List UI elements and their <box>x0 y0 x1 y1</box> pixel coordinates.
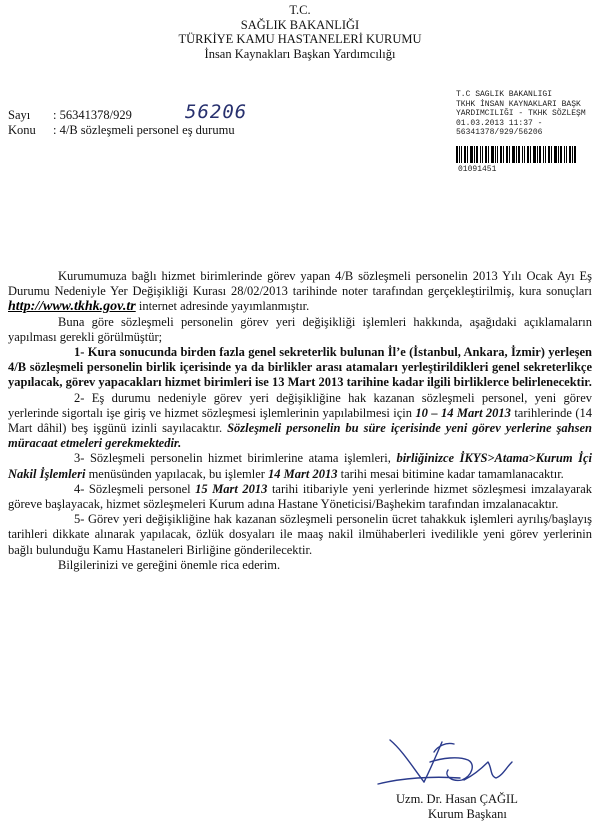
stamp-line: 01.03.2013 11:37 - <box>456 118 543 128</box>
item-3-menu-path: birliğinizce İKYS>Atama>Kurum İçi Nakil İşlemleri <box>8 451 592 481</box>
sayi-label: Sayı <box>8 108 31 122</box>
item-3-text: 3- Sözleşmeli personelin hizmet birimlerine atama işlemleri, <box>74 451 397 466</box>
closing-line: Bilgilerinizi ve gereğini önemle rica ederim. <box>58 557 281 572</box>
letterhead-institution: TÜRKİYE KAMU HASTANELERİ KURUMU <box>178 32 422 46</box>
letterhead <box>0 3 600 61</box>
paragraph-explanation: Buna göre sözleşmeli personelin görev yeri değişikliği işlemleri hakkında, aşağıdaki açıklamaların yapılması gerekli görülmüştür; <box>8 314 592 344</box>
paragraph-intro <box>8 269 592 315</box>
item-4 <box>8 482 592 512</box>
item-4-text-2: tarihi itibariyle yeni yerlerinde hizmet sözleşmesi imzalayarak göreve başlayacak, hizmet sözleşmeleri Kurum adına Hastane Yöneticisi/Başhekim tarafından imzalanacaktır. <box>8 481 592 512</box>
item-3-text-2: menüsünden yapılacak, bu işlemler <box>85 466 269 481</box>
item-3-text-3: tarihi mesai bitimine kadar tamamlanacaktır. <box>337 466 564 481</box>
item-4-date: 15 Mart 2013 <box>195 481 268 496</box>
item-2-dates: 10 – 14 Mart 2013 <box>415 405 511 420</box>
item-4-text: 4- Sözleşmeli personel <box>74 481 196 496</box>
signature-image <box>372 732 522 790</box>
letter-body <box>8 269 592 573</box>
tkhk-website-link[interactable]: http://www.tkhk.gov.tr <box>8 299 136 315</box>
intro-text-end: internet adresinde yayımlanmıştır. <box>135 299 310 314</box>
barcode <box>456 146 576 163</box>
item-3-date: 14 Mart 2013 <box>268 466 338 481</box>
item-1: 1- Kura sonucunda birden fazla genel sekreterlik bulunan İl’e (İstanbul, Ankara, İzmir) yerleşen 4/B sözleşmeli personelin birlik içerisinde ya da birlikler arası atamaları yerleştirildikleri genel sekreterlikçe yapılacak, görev yapacakları hizmet birimleri ise 13 Mart 2013 tarihine kadar ilgili birliklerce belirlenecektir. <box>8 345 592 390</box>
intro-text: Kurumumuza bağlı hizmet birimlerinde görev yapan 4/B sözleşmeli personelin 2013 Yılı Ocak Ayı Eş Durumu Nedeniyle Yer Değişikliği Kurası 28/02/2013 tarihinde noter tarafından gerçekleştirilmiş, kura sonuçları <box>8 269 592 299</box>
sayi-value: : 56341378/929 <box>53 108 132 122</box>
item-2-text-2: tarihlerinde (14 Mart dâhil) beş işgünü izinli sayılacaktır. <box>8 405 592 436</box>
stamp-line: TKHK İNSAN KAYNAKLARI BAŞK <box>456 99 581 109</box>
item-2 <box>8 391 592 452</box>
item-2-emphasis: Sözleşmeli personelin bu süre içerisinde yeni görev yerlerine şahsen müracaat etmeleri gerekmektedir. <box>8 421 592 451</box>
letterhead-department: İnsan Kaynakları Başkan Yardımcılığı <box>204 46 396 61</box>
stamp-line: YARDIMCILIĞI - TKHK SÖZLEŞM <box>456 109 586 119</box>
handwritten-number: 56206 <box>185 101 248 123</box>
stamp-line: 56341378/929/56206 <box>456 128 543 138</box>
letterhead-tc: T.C. <box>289 3 311 17</box>
item-5: 5- Görev yeri değişikliğine hak kazanan sözleşmeli personelin ücret tahakkuk işlemleri ayrılış/başlayış tarihleri dikkate alınarak yapılacak, özlük dosyaları ile maaş nakil ilmühaberleri ivedilikle yeni görev yerlerinin bağlı bulunduğu Kamu Hastaneleri Birliğine gönderilecektir. <box>8 512 592 557</box>
item-2-text: 2- Eş durumu nedeniyle görev yeri değişikliğine hak kazanan sözleşmeli personel, yeni görev yerlerinde sigortalı işe giriş ve hizmet sözleşmesi işlemlerinin yapılabilmesi için <box>8 390 592 420</box>
stamp-line: T.C SAĞLIK BAKANLIĞI <box>456 90 553 99</box>
konu-value: : 4/B sözleşmeli personel eş durumu <box>53 123 235 137</box>
reference-number-row <box>8 108 132 122</box>
letterhead-ministry: SAĞLIK BAKANLIĞI <box>240 17 360 32</box>
item-3 <box>8 451 592 481</box>
konu-label: Konu <box>8 123 36 137</box>
signatory-name: Uzm. Dr. Hasan ÇAĞIL <box>396 792 518 806</box>
signatory-title: Kurum Başkanı <box>428 807 507 821</box>
subject-row <box>8 123 235 137</box>
registry-stamp <box>456 90 600 138</box>
barcode-number: 01091451 <box>458 165 497 174</box>
